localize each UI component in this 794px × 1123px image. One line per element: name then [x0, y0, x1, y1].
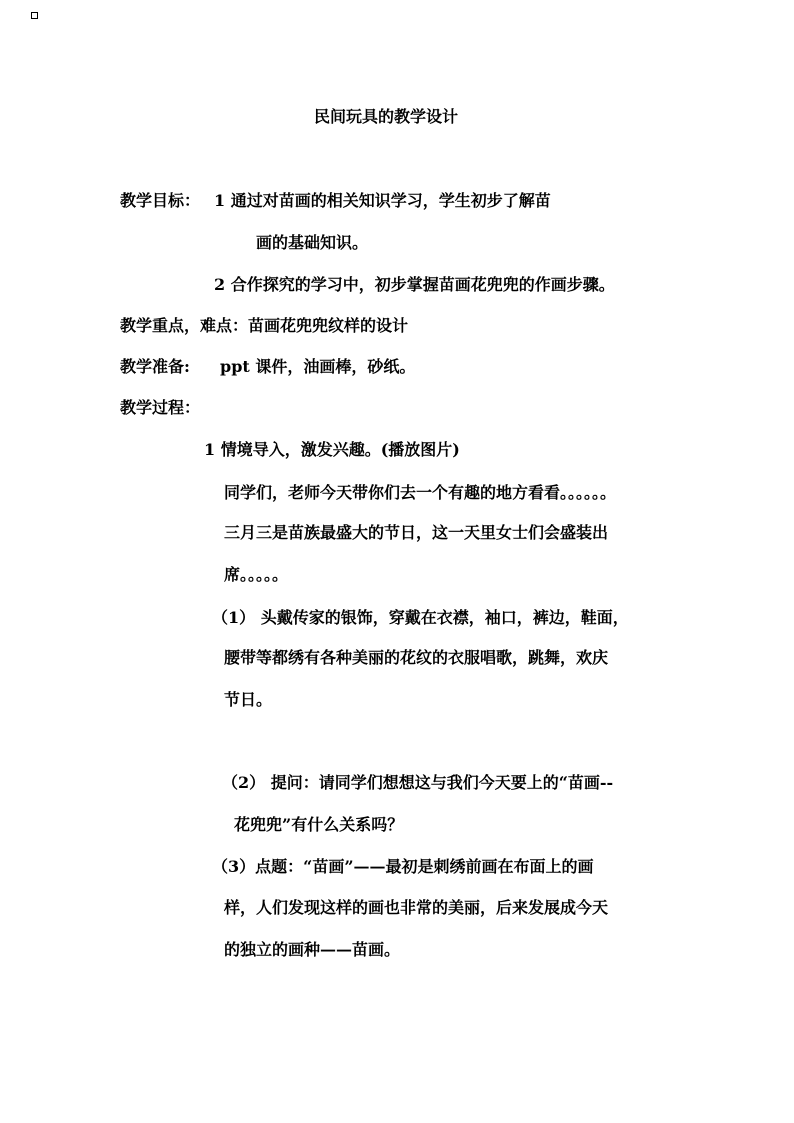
step-1-heading: 1 情境导入，激发兴趣。(播放图片)	[204, 440, 460, 459]
item-1-line-1: （1） 头戴传家的银饰，穿戴在衣襟，袖口，裤边，鞋面，	[212, 608, 629, 627]
objective-2: 2 合作探究的学习中，初步掌握苗画花兜兜的作画步骤。	[214, 275, 615, 294]
preparation-text: ppt 课件，油画棒，砂纸。	[220, 357, 416, 376]
item-3-line-3: 的独立的画种——苗画。	[224, 940, 401, 959]
key-points: 教学重点，难点：苗画花兜兜纹样的设计	[120, 316, 409, 335]
checkbox-marker	[31, 12, 38, 19]
objective-1-line-2: 画的基础知识。	[256, 233, 369, 252]
intro-line-2: 三月三是苗族最盛大的节日，这一天里女士们会盛装出	[224, 523, 609, 542]
item-3-line-1: （3）点题：“苗画”——最初是刺绣前画在布面上的画	[212, 857, 594, 876]
item-3-line-2: 样，人们发现这样的画也非常的美丽，后来发展成今天	[224, 898, 609, 917]
preparation-label: 教学准备:	[120, 357, 190, 376]
objectives-label: 教学目标：	[120, 191, 201, 210]
item-1-line-2: 腰带等都绣有各种美丽的花纹的衣服唱歌，跳舞，欢庆	[224, 648, 609, 667]
item-2-line-1: （2） 提问：请同学们想想这与我们今天要上的“苗画--	[222, 773, 614, 792]
objective-1-line-1: 1 通过对苗画的相关知识学习，学生初步了解苗	[214, 191, 551, 210]
intro-line-3: 席。。。。。	[224, 565, 289, 584]
intro-line-1: 同学们，老师今天带你们去一个有趣的地方看看。。。。。。	[224, 483, 617, 502]
document-title: 民间玩具的教学设计	[314, 107, 459, 126]
process-label: 教学过程：	[120, 398, 201, 417]
item-2-line-2: 花兜兜”有什么关系吗？	[234, 815, 404, 834]
item-1-line-3: 节日。	[224, 690, 273, 709]
